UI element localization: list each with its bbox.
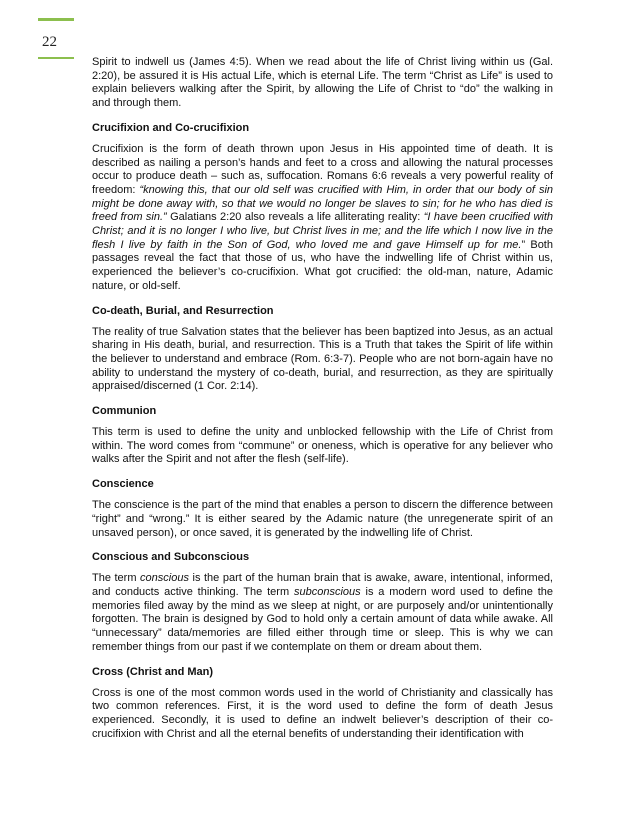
galatians-quote: “I have been crucified with Christ; and it is no longer I who live, but Christ lives in me; and the life which I now live in the flesh I live by faith in the Son of God, who loved me and gave Himself up for me. bbox=[92, 211, 554, 251]
conscious-text-1: The term bbox=[92, 572, 141, 585]
conscious-heading: Conscious and Subconscious bbox=[92, 551, 250, 564]
crucifixion-heading: Crucifixion and Co-crucifixion bbox=[92, 121, 250, 134]
cross-heading: Cross (Christ and Man) bbox=[92, 665, 214, 678]
crucifixion-paragraph bbox=[92, 143, 553, 294]
communion-paragraph: This term is used to define the unity and unblocked fellowship with the Life of Christ from within. The word comes from “commune” or oneness, which is operative for any believer who walks after the Spirit and not after the flesh (self-life). bbox=[92, 426, 553, 466]
intro-paragraph: Spirit to indwell us (James 4:5). When we read about the life of Christ living within us (Gal. 2:20), be assured it is His actual Life, which is eternal Life. The term “Christ as Life” is used to explain believers walking after the Spirit, by allowing the Life of Christ to “do” the walking in and through them. bbox=[92, 56, 553, 110]
subconscious-term: subconscious bbox=[293, 585, 361, 598]
page-number-block bbox=[38, 18, 74, 59]
codeath-paragraph: The reality of true Salvation states that the believer has been baptized into Jesus, as an actual sharing in His death, burial, and resurrection. This is a Truth that takes the Spirit of life within the believer to understand and embrace (Rom. 6:3-7). People who are not born-again have no ability to understand the mystery of co-death, burial, and resurrection, as they are spiritually appraised/discerned (1 Cor. 2:14). bbox=[92, 325, 553, 393]
bottom-rule bbox=[38, 57, 74, 59]
conscience-heading: Conscience bbox=[92, 478, 154, 491]
crucifixion-text-3: ” Both passages reveal the fact that those of us, who have the indwelling life of Christ within us, experienced the believer’s co-crucifixion. What got crucified: the old-man, nature, Adamic nature, or old-self. bbox=[92, 238, 553, 292]
conscious-text-2: is the part of the human brain that is awake, aware, intentional, informed, and conducts active thinking. The term bbox=[92, 572, 553, 598]
communion-heading: Communion bbox=[92, 405, 157, 418]
conscience-paragraph: The conscience is the part of the mind that enables a person to discern the difference between “right” and “wrong.” It is either seared by the Adamic nature (the unregenerate spirit of an unsaved person), or once saved, it is generated by the indwelling life of Christ. bbox=[92, 499, 553, 539]
crucifixion-text-1: Crucifixion is the form of death thrown upon Jesus in His appointed time of death. It is described as nailing a person’s hands and feet to a cross and allowing the natural processes occur to produce death – such as, suffocation. Romans 6:6 reveals a very powerful reality of freedom: bbox=[92, 142, 553, 196]
conscious-text-3: is a modern word used to define the memories filed away by the mind as we sleep at night, or are purposely and/or unintentionally forgotten. The brain is designed by God to hold only a certain amount of data while awake. All “unnecessary” data/memories are filled either through time or sleep. This is why we can remember things from our past if we contemplate on them or dream about them. bbox=[92, 585, 553, 653]
codeath-heading: Co-death, Burial, and Resurrection bbox=[92, 304, 274, 317]
cross-paragraph: Cross is one of the most common words used in the world of Christianity and classically has two common references. First, it is the word used to define the form of death Jesus experienced. Secondly, it is used to define an indwelt believer’s description of their co-crucifixion with Christ and all the eternal benefits of understanding their identification with bbox=[92, 686, 553, 740]
conscious-paragraph bbox=[92, 572, 553, 654]
crucifixion-text-2: Galatians 2:20 also reveals a life alliterating reality: bbox=[166, 211, 424, 224]
page-number: 22 bbox=[42, 34, 57, 50]
romans-quote: “knowing this, that our old self was crucified with Him, in order that our body of sin might be done away with, so that we would no longer be slaves to sin; for he who has died is freed from sin.” bbox=[92, 183, 554, 224]
conscious-term: conscious bbox=[140, 572, 189, 585]
page-content bbox=[92, 56, 553, 749]
